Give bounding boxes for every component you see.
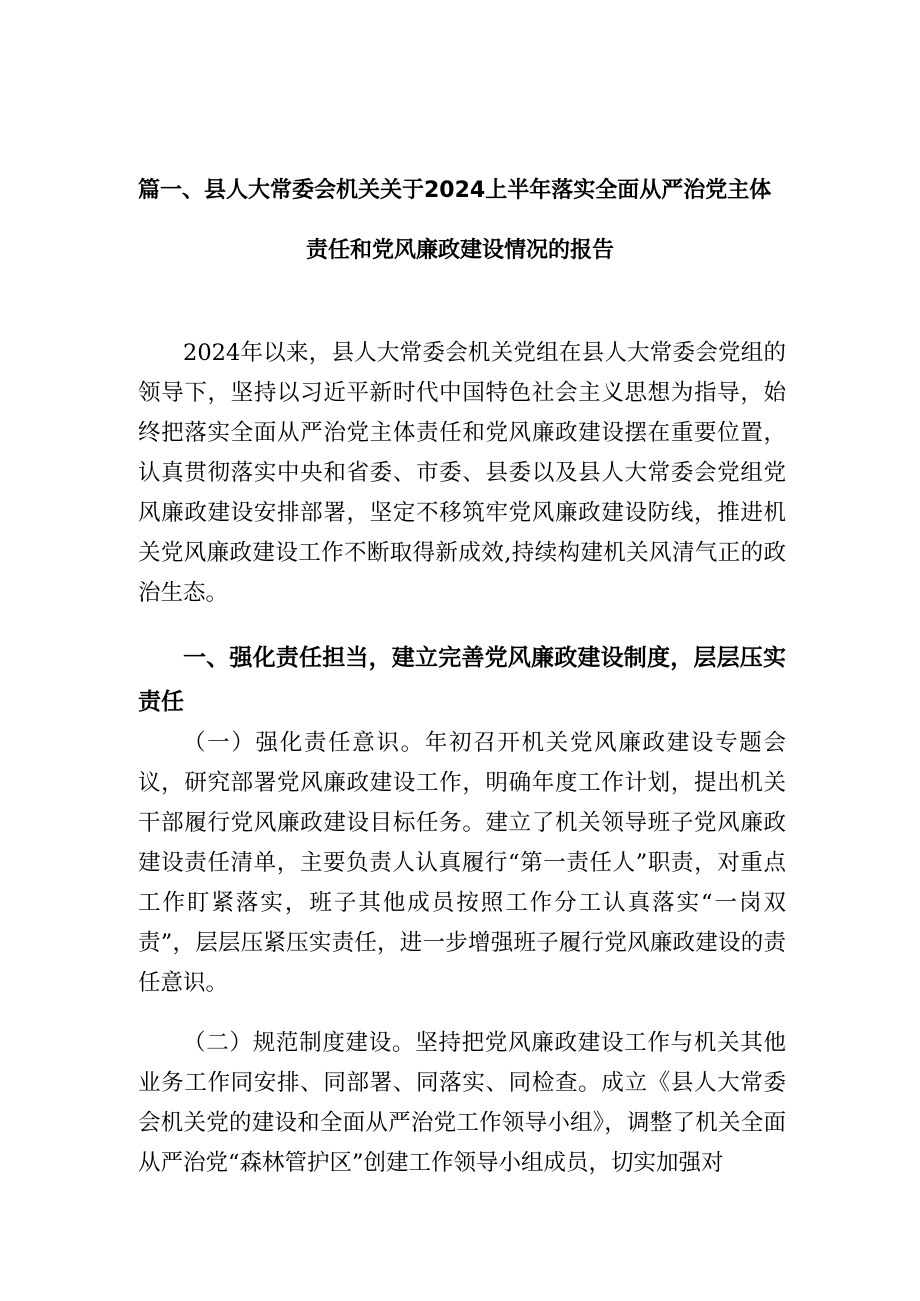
section-1-item-2-paragraph: （二）规范制度建设。坚持把党风廉政建设工作与机关其他业务工作同安排、同部署、同落实、同检查。成立《县人大常委会机关党的建设和全面从严治党工作领导小组》，调整了机关全面从严治党“森林管护区”创建工作领导小组成员，切实加强对	[138, 1030, 786, 1176]
section-1-heading: 一、强化责任担当，建立完善党风廉政建设制度，层层压实责任	[138, 645, 786, 715]
intro-paragraph: 2024年以来，县人大常委会机关党组在县人大常委会党组的领导下，坚持以习近平新时代中国特色社会主义思想为指导，始终把落实全面从严治党主体责任和党风廉政建设摆在重要位置，认真贯彻落实中央和省委、市委、县委以及县人大常委会党组党风廉政建设安排部署，坚定不移筑牢党风廉政建设防线，推进机关党风廉政建设工作不断取得新成效,持续构建机关风清气正的政治生态。	[138, 340, 786, 606]
section-1-item-1-paragraph: （一）强化责任意识。年初召开机关党风廉政建设专题会议，研究部署党风廉政建设工作，明确年度工作计划，提出机关干部履行党风廉政建设目标任务。建立了机关领导班子党风廉政建设责任清单，主要负责人认真履行“第一责任人”职责，对重点工作盯紧落实，班子其他成员按照工作分工认真落实“一岗双责”，层层压紧压实责任，进一步增强班子履行党风廉政建设的责任意识。	[138, 730, 786, 996]
document-title-line-1: 篇一、县人大常委会机关关于2024上半年落实全面从严治党主体	[138, 178, 772, 203]
document-title-line-2: 责任和党风廉政建设情况的报告	[305, 238, 614, 263]
